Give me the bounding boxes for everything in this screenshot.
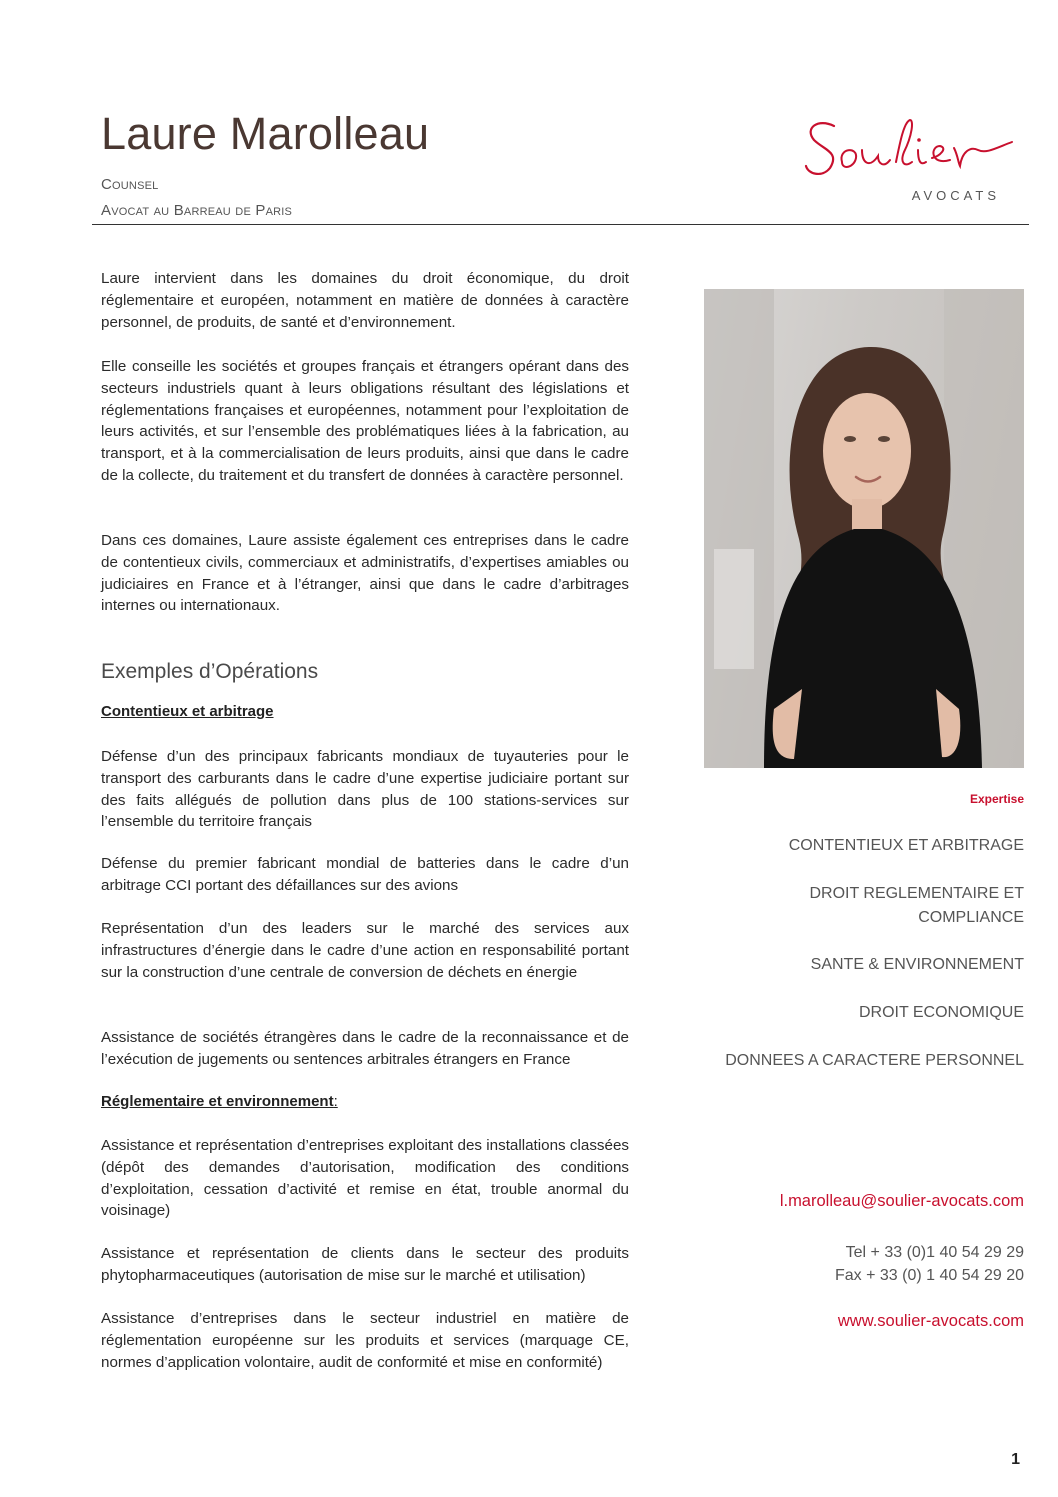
expertise-item: DROIT REGLEMENTAIRE ET	[809, 885, 1024, 902]
operation-item	[101, 1243, 629, 1287]
intro-text: Elle conseille les sociétés et groupes français et étrangers opérant dans des secteurs industriels quant à leurs obligations résultant des législations et réglementations françaises et européennes, notamment pour l’exploitation de leurs activités, et sur l’ensemble des problématiques liées à la fabrication, au transport, et à la commercialisation de leurs produits, ainsi que dans le cadre de la collecte, du traitement et du transfert de données à caractère personnel.	[101, 358, 629, 484]
intro-text: Dans ces domaines, Laure assiste également ces entreprises dans le cadre de contentieux civils, commerciaux et administratifs, d’expertises amiables ou judiciaires en France et à l’étranger, ainsi que dans le cadre d’arbitrages internes ou internationaux.	[101, 532, 629, 615]
person-name: Laure Marolleau	[101, 108, 430, 159]
expertise-item: SANTE & ENVIRONNEMENT	[810, 956, 1024, 973]
reglementaire-heading	[101, 1093, 338, 1110]
website-link[interactable]: www.soulier-avocats.com	[837, 1312, 1024, 1330]
operation-text: Défense d’un des principaux fabricants mondiaux de tuyauteries pour le transport des carburants dans le cadre d’une expertise judiciaire portant sur des faits allégués de pollution dans plus de 100 stations-services sur l’ensemble du territoire français	[101, 748, 629, 831]
intro-paragraph-3	[101, 530, 629, 617]
operation-item	[101, 853, 629, 897]
operation-item	[101, 1027, 629, 1071]
operation-text: Défense du premier fabricant mondial de batteries dans le cadre d’un arbitrage CCI portant des défaillances sur des avions	[101, 855, 629, 894]
operation-item	[101, 1135, 629, 1222]
expertise-item: DONNEES A CARACTERE PERSONNEL	[725, 1052, 1024, 1069]
operation-text: Assistance et représentation de clients dans le secteur des produits phytopharmaceutiques (autorisation de mise sur le marché et utilisation)	[101, 1245, 629, 1284]
intro-paragraph-1	[101, 268, 629, 333]
portrait-illustration	[704, 289, 1024, 768]
firm-logo	[800, 112, 1020, 208]
operation-text: Assistance d’entreprises dans le secteur industriel en matière de réglementation européenne sur les produits et services (marquage CE, normes d’application volontaire, audit de conformité et mise en conformité)	[101, 1310, 629, 1371]
email-link[interactable]: l.marolleau@soulier-avocats.com	[779, 1192, 1024, 1210]
logo-subtitle: AVOCATS	[911, 188, 1000, 203]
page-number: 1	[1011, 1451, 1020, 1468]
intro-text: Laure intervient dans les domaines du droit économique, du droit réglementaire et européen, notamment en matière de données à caractère personnel, de produits, de santé et d’environnement.	[101, 270, 629, 331]
heading-colon: :	[333, 1093, 338, 1110]
phone-number: Tel + 33 (0)1 40 54 29 29	[845, 1244, 1024, 1261]
reglementaire-heading-text: Réglementaire et environnement	[101, 1093, 334, 1110]
operation-item	[101, 918, 629, 983]
operation-item	[101, 746, 629, 833]
expertise-item: CONTENTIEUX ET ARBITRAGE	[788, 837, 1024, 854]
person-role: Counsel	[101, 176, 159, 193]
expertise-item: COMPLIANCE	[918, 909, 1024, 926]
portrait-photo	[704, 289, 1024, 768]
fax-number: Fax + 33 (0) 1 40 54 29 20	[834, 1267, 1024, 1284]
operation-text: Assistance et représentation d’entreprises exploitant des installations classées (dépôt des demandes d’autorisation, modification des conditions d’exploitation, cessation d’activité et remise en état, trouble anormal du voisinage)	[101, 1137, 629, 1220]
header-divider	[92, 224, 1029, 225]
operations-heading: Exemples d’Opérations	[101, 660, 319, 683]
logo-script	[800, 112, 1020, 192]
operation-text: Représentation d’un des leaders sur le marché des services aux infrastructures d’énergie dans le cadre d’une action en responsabilité portant sur la construction d’une centrale de conversion de déchets en énergie	[101, 920, 629, 981]
contentieux-heading: Contentieux et arbitrage	[101, 703, 274, 720]
operation-item	[101, 1308, 629, 1373]
intro-paragraph-2	[101, 356, 629, 487]
expertise-label: Expertise	[969, 792, 1024, 806]
expertise-item: DROIT ECONOMIQUE	[858, 1004, 1024, 1021]
operation-text: Assistance de sociétés étrangères dans le cadre de la reconnaissance et de l’exécution de jugements ou sentences arbitrales étrangers en France	[101, 1029, 629, 1068]
bar-membership: Avocat au Barreau de Paris	[101, 202, 293, 219]
